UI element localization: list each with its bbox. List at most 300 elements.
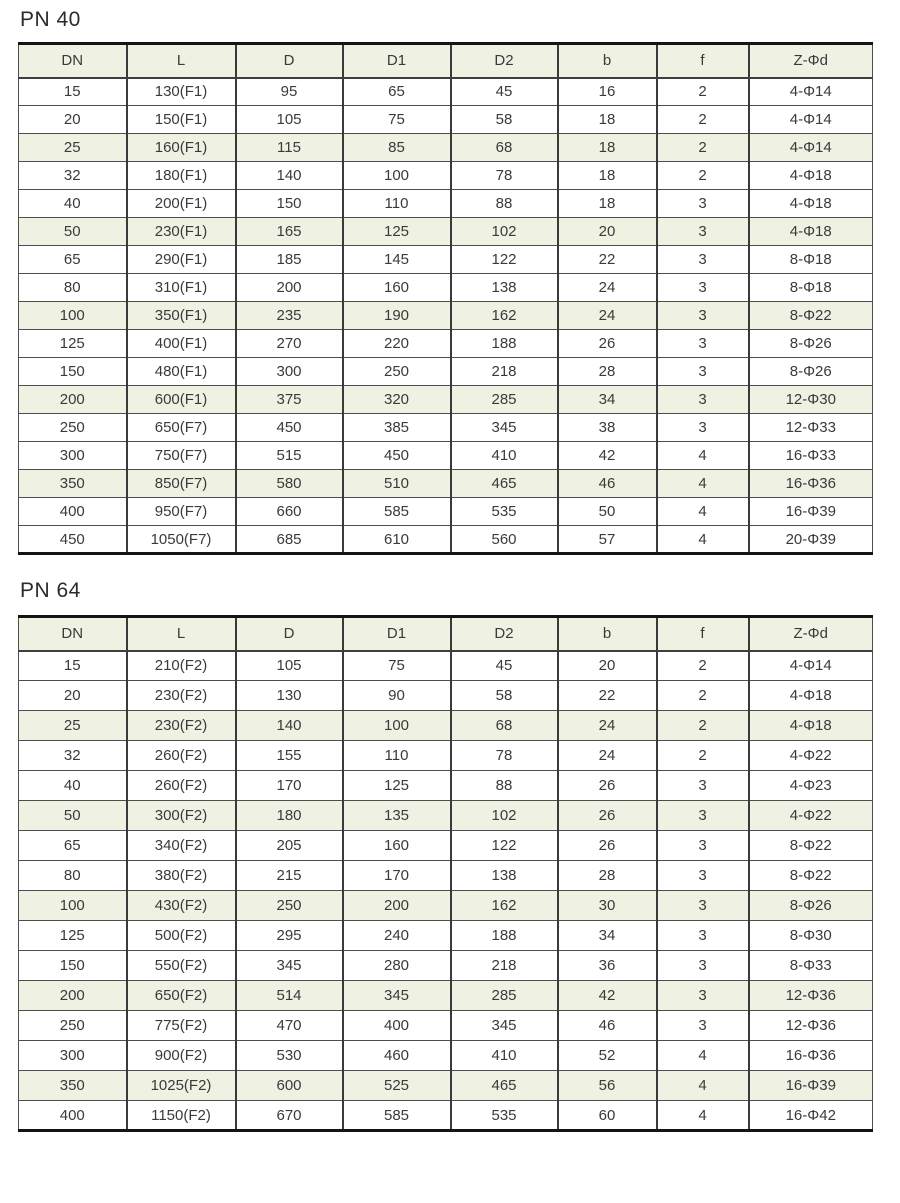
cell-b: 34 bbox=[558, 386, 657, 414]
cell-l: 260(F2) bbox=[127, 741, 236, 771]
cell-d1: 585 bbox=[343, 498, 451, 526]
table-row-dn-20 bbox=[19, 106, 873, 134]
cell-d: 115 bbox=[236, 134, 343, 162]
cell-d: 450 bbox=[236, 414, 343, 442]
cell-b: 30 bbox=[558, 891, 657, 921]
column-header-l: L bbox=[127, 617, 236, 651]
table-row-dn-40 bbox=[19, 771, 873, 801]
cell-dn: 400 bbox=[19, 498, 127, 526]
cell-l: 500(F2) bbox=[127, 921, 236, 951]
cell-d1: 610 bbox=[343, 526, 451, 554]
table-row-dn-400 bbox=[19, 1101, 873, 1131]
cell-d2: 45 bbox=[451, 78, 558, 106]
cell-d2: 162 bbox=[451, 302, 558, 330]
cell-z-phi-d: 8-Φ22 bbox=[749, 831, 873, 861]
cell-l: 950(F7) bbox=[127, 498, 236, 526]
cell-d1: 190 bbox=[343, 302, 451, 330]
column-header-z-phi-d: Z-Φd bbox=[749, 617, 873, 651]
cell-b: 26 bbox=[558, 831, 657, 861]
cell-z-phi-d: 8-Φ33 bbox=[749, 951, 873, 981]
cell-d2: 535 bbox=[451, 498, 558, 526]
table-row-dn-150 bbox=[19, 951, 873, 981]
cell-d: 580 bbox=[236, 470, 343, 498]
cell-dn: 80 bbox=[19, 274, 127, 302]
cell-f: 3 bbox=[657, 358, 749, 386]
cell-f: 3 bbox=[657, 274, 749, 302]
cell-b: 28 bbox=[558, 358, 657, 386]
cell-dn: 100 bbox=[19, 302, 127, 330]
cell-f: 2 bbox=[657, 651, 749, 681]
cell-d2: 102 bbox=[451, 218, 558, 246]
table-row-dn-15 bbox=[19, 651, 873, 681]
cell-dn: 32 bbox=[19, 162, 127, 190]
cell-d1: 135 bbox=[343, 801, 451, 831]
cell-d1: 320 bbox=[343, 386, 451, 414]
cell-d1: 75 bbox=[343, 106, 451, 134]
cell-z-phi-d: 16-Φ39 bbox=[749, 498, 873, 526]
cell-d2: 410 bbox=[451, 442, 558, 470]
cell-l: 260(F2) bbox=[127, 771, 236, 801]
cell-z-phi-d: 8-Φ26 bbox=[749, 891, 873, 921]
cell-z-phi-d: 12-Φ33 bbox=[749, 414, 873, 442]
cell-f: 3 bbox=[657, 330, 749, 358]
cell-b: 22 bbox=[558, 681, 657, 711]
cell-d1: 250 bbox=[343, 358, 451, 386]
cell-z-phi-d: 4-Φ18 bbox=[749, 190, 873, 218]
cell-l: 900(F2) bbox=[127, 1041, 236, 1071]
cell-b: 26 bbox=[558, 771, 657, 801]
cell-dn: 200 bbox=[19, 981, 127, 1011]
cell-b: 24 bbox=[558, 274, 657, 302]
cell-dn: 15 bbox=[19, 78, 127, 106]
cell-f: 3 bbox=[657, 302, 749, 330]
cell-l: 350(F1) bbox=[127, 302, 236, 330]
cell-l: 380(F2) bbox=[127, 861, 236, 891]
table-section-pn40 bbox=[18, 8, 872, 555]
cell-f: 3 bbox=[657, 218, 749, 246]
cell-d1: 100 bbox=[343, 162, 451, 190]
table-row-dn-200 bbox=[19, 386, 873, 414]
header-row bbox=[19, 44, 873, 78]
cell-d: 185 bbox=[236, 246, 343, 274]
cell-z-phi-d: 16-Φ39 bbox=[749, 1071, 873, 1101]
cell-f: 3 bbox=[657, 190, 749, 218]
cell-l: 210(F2) bbox=[127, 651, 236, 681]
cell-d2: 78 bbox=[451, 741, 558, 771]
cell-dn: 300 bbox=[19, 442, 127, 470]
cell-dn: 300 bbox=[19, 1041, 127, 1071]
cell-d: 165 bbox=[236, 218, 343, 246]
cell-d: 600 bbox=[236, 1071, 343, 1101]
cell-d2: 410 bbox=[451, 1041, 558, 1071]
cell-d2: 535 bbox=[451, 1101, 558, 1131]
cell-z-phi-d: 4-Φ22 bbox=[749, 741, 873, 771]
cell-d2: 188 bbox=[451, 921, 558, 951]
cell-d2: 560 bbox=[451, 526, 558, 554]
cell-d: 685 bbox=[236, 526, 343, 554]
table-title-pn64: PN 64 bbox=[20, 579, 81, 602]
table-row-dn-125 bbox=[19, 921, 873, 951]
cell-dn: 125 bbox=[19, 330, 127, 358]
cell-l: 200(F1) bbox=[127, 190, 236, 218]
header-row bbox=[19, 617, 873, 651]
cell-f: 4 bbox=[657, 526, 749, 554]
cell-f: 3 bbox=[657, 414, 749, 442]
cell-d: 270 bbox=[236, 330, 343, 358]
cell-d2: 162 bbox=[451, 891, 558, 921]
cell-d1: 450 bbox=[343, 442, 451, 470]
cell-d1: 460 bbox=[343, 1041, 451, 1071]
cell-d2: 58 bbox=[451, 106, 558, 134]
cell-z-phi-d: 8-Φ26 bbox=[749, 330, 873, 358]
table-row-dn-20 bbox=[19, 681, 873, 711]
cell-b: 38 bbox=[558, 414, 657, 442]
cell-dn: 80 bbox=[19, 861, 127, 891]
table-row-dn-65 bbox=[19, 831, 873, 861]
cell-d1: 240 bbox=[343, 921, 451, 951]
cell-d2: 285 bbox=[451, 386, 558, 414]
cell-z-phi-d: 12-Φ36 bbox=[749, 1011, 873, 1041]
cell-l: 160(F1) bbox=[127, 134, 236, 162]
cell-z-phi-d: 8-Φ18 bbox=[749, 246, 873, 274]
cell-z-phi-d: 16-Φ36 bbox=[749, 1041, 873, 1071]
cell-d: 250 bbox=[236, 891, 343, 921]
cell-d: 95 bbox=[236, 78, 343, 106]
cell-d1: 220 bbox=[343, 330, 451, 358]
table-row-dn-250 bbox=[19, 414, 873, 442]
cell-d2: 218 bbox=[451, 358, 558, 386]
table-row-dn-350 bbox=[19, 1071, 873, 1101]
cell-f: 4 bbox=[657, 1101, 749, 1131]
cell-f: 3 bbox=[657, 891, 749, 921]
cell-z-phi-d: 4-Φ18 bbox=[749, 218, 873, 246]
cell-b: 57 bbox=[558, 526, 657, 554]
cell-d2: 68 bbox=[451, 134, 558, 162]
cell-d1: 160 bbox=[343, 831, 451, 861]
cell-d: 300 bbox=[236, 358, 343, 386]
cell-d: 375 bbox=[236, 386, 343, 414]
cell-b: 24 bbox=[558, 302, 657, 330]
cell-d2: 58 bbox=[451, 681, 558, 711]
table-row-dn-150 bbox=[19, 358, 873, 386]
cell-z-phi-d: 8-Φ26 bbox=[749, 358, 873, 386]
cell-d: 345 bbox=[236, 951, 343, 981]
cell-d: 205 bbox=[236, 831, 343, 861]
cell-dn: 65 bbox=[19, 246, 127, 274]
cell-d: 180 bbox=[236, 801, 343, 831]
cell-d: 530 bbox=[236, 1041, 343, 1071]
cell-d2: 345 bbox=[451, 1011, 558, 1041]
cell-dn: 25 bbox=[19, 134, 127, 162]
column-header-dn: DN bbox=[19, 44, 127, 78]
cell-z-phi-d: 4-Φ14 bbox=[749, 106, 873, 134]
cell-d2: 88 bbox=[451, 771, 558, 801]
cell-z-phi-d: 4-Φ18 bbox=[749, 162, 873, 190]
cell-b: 34 bbox=[558, 921, 657, 951]
cell-d: 514 bbox=[236, 981, 343, 1011]
cell-z-phi-d: 16-Φ33 bbox=[749, 442, 873, 470]
cell-dn: 50 bbox=[19, 218, 127, 246]
cell-d1: 145 bbox=[343, 246, 451, 274]
cell-d: 235 bbox=[236, 302, 343, 330]
table-row-dn-100 bbox=[19, 891, 873, 921]
cell-z-phi-d: 4-Φ14 bbox=[749, 651, 873, 681]
table-title-pn40: PN 40 bbox=[20, 8, 81, 31]
cell-f: 3 bbox=[657, 386, 749, 414]
cell-l: 430(F2) bbox=[127, 891, 236, 921]
table-row-dn-32 bbox=[19, 741, 873, 771]
cell-z-phi-d: 4-Φ22 bbox=[749, 801, 873, 831]
cell-l: 230(F2) bbox=[127, 681, 236, 711]
cell-d2: 188 bbox=[451, 330, 558, 358]
cell-l: 600(F1) bbox=[127, 386, 236, 414]
column-header-d: D bbox=[236, 44, 343, 78]
cell-d: 150 bbox=[236, 190, 343, 218]
cell-d2: 465 bbox=[451, 470, 558, 498]
cell-f: 3 bbox=[657, 831, 749, 861]
cell-dn: 25 bbox=[19, 711, 127, 741]
table-section-pn64 bbox=[18, 579, 872, 1132]
cell-l: 230(F1) bbox=[127, 218, 236, 246]
cell-d2: 138 bbox=[451, 274, 558, 302]
column-header-d: D bbox=[236, 617, 343, 651]
cell-z-phi-d: 12-Φ36 bbox=[749, 981, 873, 1011]
cell-d2: 138 bbox=[451, 861, 558, 891]
cell-d1: 345 bbox=[343, 981, 451, 1011]
table-row-dn-50 bbox=[19, 801, 873, 831]
cell-d2: 102 bbox=[451, 801, 558, 831]
column-header-d2: D2 bbox=[451, 617, 558, 651]
cell-d: 215 bbox=[236, 861, 343, 891]
cell-b: 22 bbox=[558, 246, 657, 274]
cell-dn: 32 bbox=[19, 741, 127, 771]
cell-b: 26 bbox=[558, 330, 657, 358]
cell-dn: 150 bbox=[19, 951, 127, 981]
cell-d1: 100 bbox=[343, 711, 451, 741]
cell-b: 28 bbox=[558, 861, 657, 891]
table-row-dn-65 bbox=[19, 246, 873, 274]
cell-dn: 250 bbox=[19, 414, 127, 442]
cell-l: 290(F1) bbox=[127, 246, 236, 274]
cell-b: 46 bbox=[558, 470, 657, 498]
table-row-dn-80 bbox=[19, 861, 873, 891]
cell-f: 2 bbox=[657, 741, 749, 771]
table-row-dn-32 bbox=[19, 162, 873, 190]
cell-l: 130(F1) bbox=[127, 78, 236, 106]
cell-d1: 65 bbox=[343, 78, 451, 106]
cell-f: 3 bbox=[657, 951, 749, 981]
cell-d1: 125 bbox=[343, 218, 451, 246]
cell-f: 4 bbox=[657, 1041, 749, 1071]
cell-d1: 110 bbox=[343, 190, 451, 218]
cell-dn: 350 bbox=[19, 1071, 127, 1101]
cell-d2: 465 bbox=[451, 1071, 558, 1101]
cell-b: 52 bbox=[558, 1041, 657, 1071]
cell-dn: 400 bbox=[19, 1101, 127, 1131]
cell-d1: 200 bbox=[343, 891, 451, 921]
dimension-table-pn64 bbox=[18, 615, 873, 1132]
cell-l: 480(F1) bbox=[127, 358, 236, 386]
cell-d: 105 bbox=[236, 106, 343, 134]
cell-z-phi-d: 4-Φ18 bbox=[749, 711, 873, 741]
cell-b: 18 bbox=[558, 162, 657, 190]
cell-d: 140 bbox=[236, 711, 343, 741]
cell-l: 150(F1) bbox=[127, 106, 236, 134]
cell-b: 20 bbox=[558, 218, 657, 246]
cell-d: 130 bbox=[236, 681, 343, 711]
column-header-d1: D1 bbox=[343, 44, 451, 78]
cell-z-phi-d: 8-Φ22 bbox=[749, 861, 873, 891]
cell-b: 20 bbox=[558, 651, 657, 681]
cell-dn: 350 bbox=[19, 470, 127, 498]
cell-f: 2 bbox=[657, 162, 749, 190]
cell-b: 46 bbox=[558, 1011, 657, 1041]
column-header-dn: DN bbox=[19, 617, 127, 651]
cell-d: 155 bbox=[236, 741, 343, 771]
cell-l: 1025(F2) bbox=[127, 1071, 236, 1101]
cell-f: 2 bbox=[657, 78, 749, 106]
cell-f: 3 bbox=[657, 981, 749, 1011]
cell-z-phi-d: 8-Φ22 bbox=[749, 302, 873, 330]
table-row-dn-250 bbox=[19, 1011, 873, 1041]
cell-dn: 40 bbox=[19, 771, 127, 801]
cell-z-phi-d: 16-Φ36 bbox=[749, 470, 873, 498]
column-header-z-phi-d: Z-Φd bbox=[749, 44, 873, 78]
cell-d2: 78 bbox=[451, 162, 558, 190]
cell-f: 3 bbox=[657, 246, 749, 274]
table-row-dn-200 bbox=[19, 981, 873, 1011]
table-row-dn-300 bbox=[19, 1041, 873, 1071]
table-row-dn-80 bbox=[19, 274, 873, 302]
cell-d1: 400 bbox=[343, 1011, 451, 1041]
column-header-f: f bbox=[657, 44, 749, 78]
cell-dn: 50 bbox=[19, 801, 127, 831]
cell-b: 42 bbox=[558, 442, 657, 470]
cell-d: 670 bbox=[236, 1101, 343, 1131]
cell-d: 105 bbox=[236, 651, 343, 681]
dimension-table-pn40 bbox=[18, 42, 873, 555]
cell-dn: 100 bbox=[19, 891, 127, 921]
cell-d1: 385 bbox=[343, 414, 451, 442]
cell-l: 340(F2) bbox=[127, 831, 236, 861]
cell-z-phi-d: 12-Φ30 bbox=[749, 386, 873, 414]
column-header-f: f bbox=[657, 617, 749, 651]
cell-l: 230(F2) bbox=[127, 711, 236, 741]
table-row-dn-100 bbox=[19, 302, 873, 330]
cell-b: 18 bbox=[558, 190, 657, 218]
cell-d: 140 bbox=[236, 162, 343, 190]
cell-l: 180(F1) bbox=[127, 162, 236, 190]
cell-b: 16 bbox=[558, 78, 657, 106]
cell-d: 200 bbox=[236, 274, 343, 302]
cell-d1: 280 bbox=[343, 951, 451, 981]
cell-d2: 285 bbox=[451, 981, 558, 1011]
cell-dn: 125 bbox=[19, 921, 127, 951]
cell-l: 1150(F2) bbox=[127, 1101, 236, 1131]
cell-f: 3 bbox=[657, 861, 749, 891]
cell-l: 310(F1) bbox=[127, 274, 236, 302]
cell-d2: 122 bbox=[451, 831, 558, 861]
cell-b: 56 bbox=[558, 1071, 657, 1101]
cell-f: 2 bbox=[657, 106, 749, 134]
cell-b: 18 bbox=[558, 106, 657, 134]
cell-f: 4 bbox=[657, 498, 749, 526]
cell-f: 4 bbox=[657, 442, 749, 470]
cell-b: 50 bbox=[558, 498, 657, 526]
table-row-dn-25 bbox=[19, 134, 873, 162]
cell-d1: 170 bbox=[343, 861, 451, 891]
table-row-dn-300 bbox=[19, 442, 873, 470]
column-header-l: L bbox=[127, 44, 236, 78]
cell-f: 3 bbox=[657, 921, 749, 951]
cell-d2: 218 bbox=[451, 951, 558, 981]
cell-z-phi-d: 4-Φ14 bbox=[749, 134, 873, 162]
cell-b: 18 bbox=[558, 134, 657, 162]
cell-dn: 450 bbox=[19, 526, 127, 554]
table-row-dn-15 bbox=[19, 78, 873, 106]
cell-f: 2 bbox=[657, 134, 749, 162]
cell-d2: 68 bbox=[451, 711, 558, 741]
cell-d: 295 bbox=[236, 921, 343, 951]
cell-d1: 125 bbox=[343, 771, 451, 801]
table-row-dn-125 bbox=[19, 330, 873, 358]
cell-dn: 65 bbox=[19, 831, 127, 861]
cell-f: 3 bbox=[657, 771, 749, 801]
cell-d2: 45 bbox=[451, 651, 558, 681]
cell-l: 550(F2) bbox=[127, 951, 236, 981]
cell-d1: 585 bbox=[343, 1101, 451, 1131]
cell-dn: 200 bbox=[19, 386, 127, 414]
table-row-dn-50 bbox=[19, 218, 873, 246]
cell-z-phi-d: 4-Φ23 bbox=[749, 771, 873, 801]
cell-l: 775(F2) bbox=[127, 1011, 236, 1041]
cell-d1: 75 bbox=[343, 651, 451, 681]
cell-f: 4 bbox=[657, 470, 749, 498]
cell-d: 515 bbox=[236, 442, 343, 470]
cell-d1: 90 bbox=[343, 681, 451, 711]
cell-l: 650(F7) bbox=[127, 414, 236, 442]
cell-b: 36 bbox=[558, 951, 657, 981]
cell-d2: 122 bbox=[451, 246, 558, 274]
cell-z-phi-d: 8-Φ18 bbox=[749, 274, 873, 302]
table-row-dn-40 bbox=[19, 190, 873, 218]
cell-dn: 40 bbox=[19, 190, 127, 218]
cell-l: 300(F2) bbox=[127, 801, 236, 831]
cell-l: 650(F2) bbox=[127, 981, 236, 1011]
cell-d2: 345 bbox=[451, 414, 558, 442]
cell-b: 24 bbox=[558, 741, 657, 771]
cell-d: 470 bbox=[236, 1011, 343, 1041]
column-header-d2: D2 bbox=[451, 44, 558, 78]
cell-l: 850(F7) bbox=[127, 470, 236, 498]
cell-dn: 20 bbox=[19, 681, 127, 711]
cell-d1: 525 bbox=[343, 1071, 451, 1101]
table-row-dn-25 bbox=[19, 711, 873, 741]
column-header-b: b bbox=[558, 44, 657, 78]
cell-d: 660 bbox=[236, 498, 343, 526]
cell-f: 2 bbox=[657, 681, 749, 711]
cell-z-phi-d: 8-Φ30 bbox=[749, 921, 873, 951]
cell-b: 42 bbox=[558, 981, 657, 1011]
cell-f: 2 bbox=[657, 711, 749, 741]
table-row-dn-350 bbox=[19, 470, 873, 498]
cell-dn: 150 bbox=[19, 358, 127, 386]
cell-f: 3 bbox=[657, 1011, 749, 1041]
cell-z-phi-d: 4-Φ14 bbox=[749, 78, 873, 106]
cell-z-phi-d: 20-Φ39 bbox=[749, 526, 873, 554]
cell-d2: 88 bbox=[451, 190, 558, 218]
cell-f: 3 bbox=[657, 801, 749, 831]
